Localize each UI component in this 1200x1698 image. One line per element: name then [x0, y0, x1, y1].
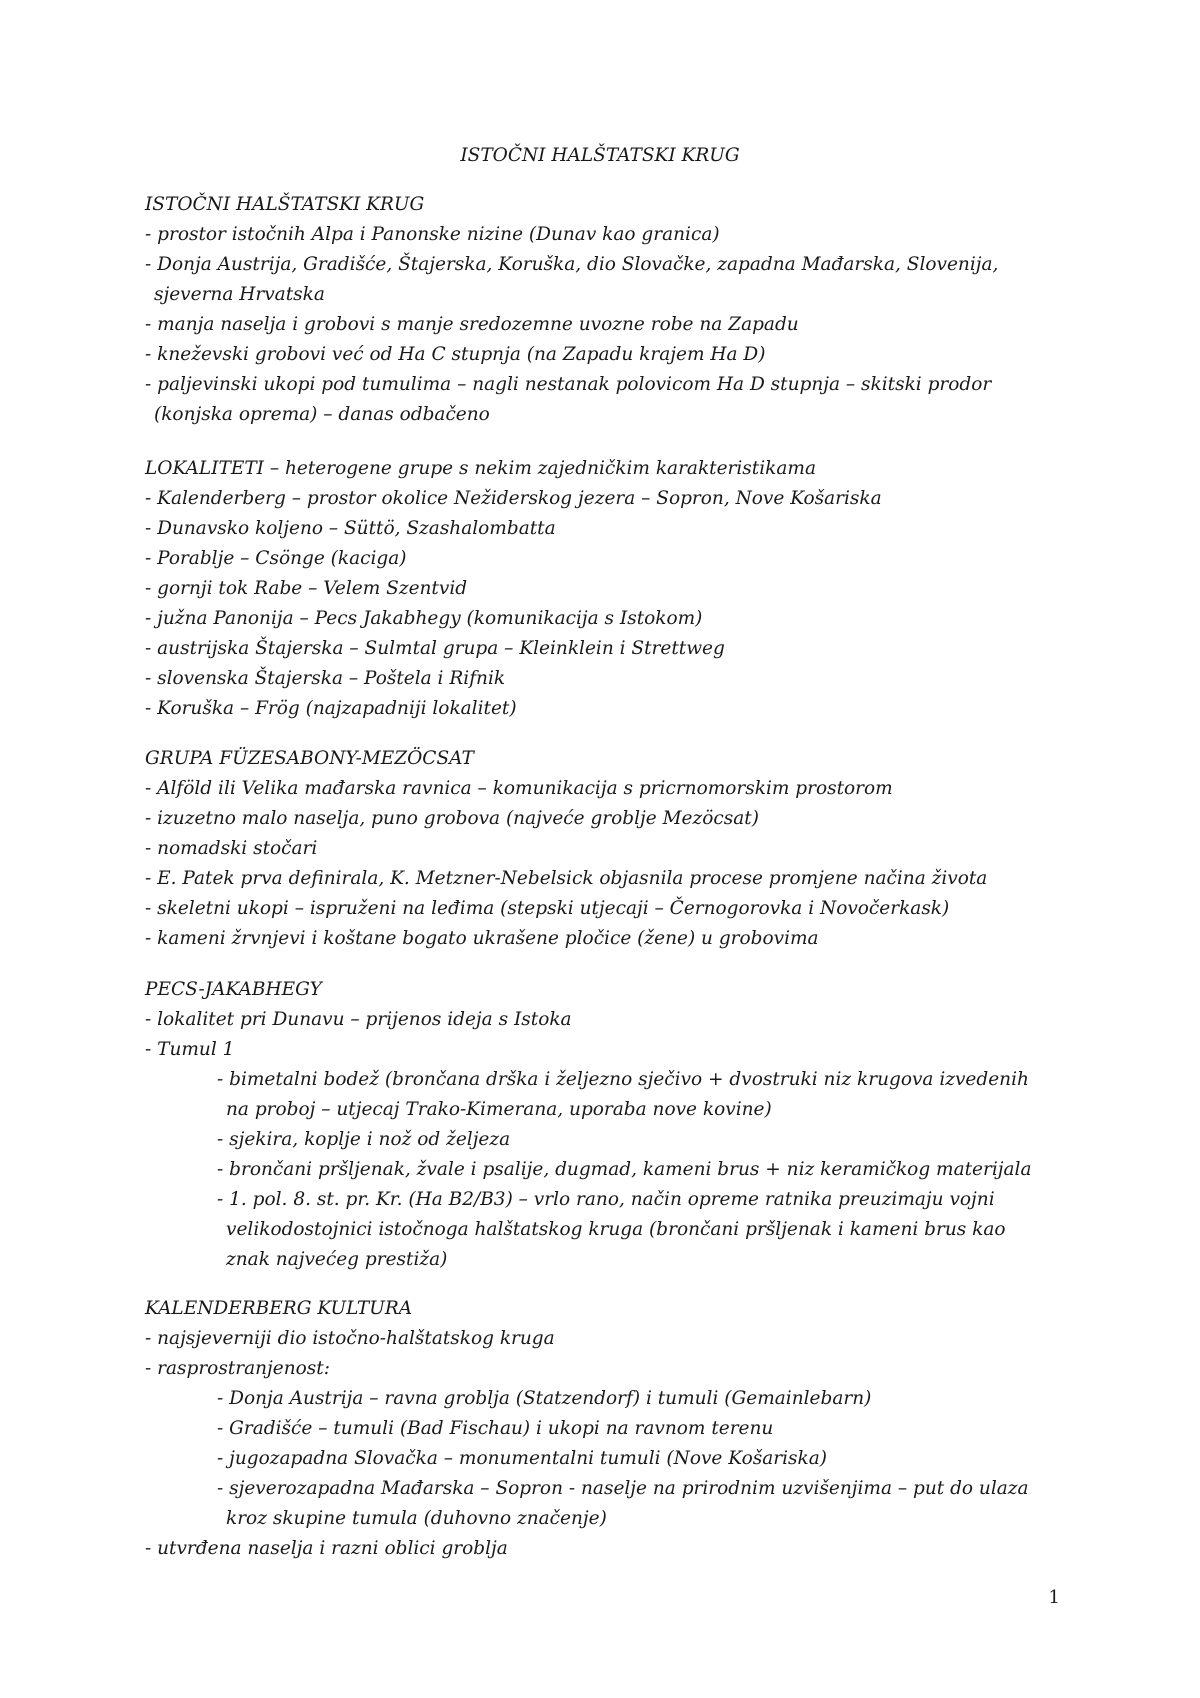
list-item-continuation: sjeverna Hrvatska	[154, 284, 325, 305]
list-item: - lokalitet pri Dunavu – prijenos ideja s Istoka	[145, 1009, 572, 1030]
list-item: - kameni žrvnjevi i koštane bogato ukrašene pločice (žene) u grobovima	[145, 928, 819, 949]
list-item: - rasprostranjenost:	[145, 1358, 330, 1379]
list-item: - nomadski stočari	[145, 838, 318, 859]
sub-list-item-continuation: kroz skupine tumula (duhovno značenje)	[226, 1508, 607, 1529]
list-item: - južna Panonija – Pecs Jakabhegy (komunikacija s Istokom)	[145, 608, 703, 629]
list-item: - prostor istočnih Alpa i Panonske nizine (Dunav kao granica)	[145, 224, 720, 245]
section-grupa-fuzesabony-mezocsat	[145, 744, 1145, 954]
sub-list-item-continuation: velikodostojnici istočnoga halštatskog kruga (brončani pršljenak i kameni brus kao	[226, 1219, 1006, 1240]
list-item: - Porablje – Csönge (kaciga)	[145, 548, 407, 569]
list-item: - austrijska Štajerska – Sulmtal grupa – Kleinklein i Strettweg	[145, 638, 725, 659]
list-item-continuation: (konjska oprema) – danas odbačeno	[154, 404, 490, 425]
list-item: - gornji tok Rabe – Velem Szentvid	[145, 578, 468, 599]
list-item: - Tumul 1	[145, 1039, 235, 1060]
list-item: - najsjeverniji dio istočno-halštatskog kruga	[145, 1328, 555, 1349]
section-heading: LOKALITETI – heterogene grupe s nekim zajedničkim karakteristikama	[145, 458, 816, 479]
sub-list-item: - bimetalni bodež (brončana drška i željezno sječivo + dvostruki niz krugova izvedenih	[217, 1069, 1029, 1090]
sub-list-item: - Gradišće – tumuli (Bad Fischau) i ukopi na ravnom terenu	[217, 1418, 774, 1439]
section-heading: ISTOČNI HALŠTATSKI KRUG	[145, 194, 425, 215]
list-item: - utvrđena naselja i razni oblici groblja	[145, 1538, 508, 1559]
list-item: - E. Patek prva definirala, K. Metzner-Nebelsick objasnila procese promjene načina života	[145, 868, 988, 889]
list-item: - slovenska Štajerska – Poštela i Rifnik	[145, 668, 506, 689]
sub-list-item: - Donja Austrija – ravna groblja (Statzendorf) i tumuli (Gemainlebarn)	[217, 1388, 872, 1409]
sub-list-item: - 1. pol. 8. st. pr. Kr. (Ha B2/B3) – vrlo rano, način opreme ratnika preuzimaju vojni	[217, 1189, 995, 1210]
list-item: - Donja Austrija, Gradišće, Štajerska, Koruška, dio Slovačke, zapadna Mađarska, Slovenija,	[145, 254, 999, 275]
sub-list-item-continuation: na proboj – utjecaj Trako-Kimerana, uporaba nove kovine)	[226, 1099, 772, 1120]
list-item: - Kalenderberg – prostor okolice Nežiderskog jezera – Sopron, Nove Košariska	[145, 488, 882, 509]
list-item: - paljevinski ukopi pod tumulima – nagli nestanak polovicom Ha D stupnja – skitski prodor	[145, 374, 992, 395]
list-item: - Koruška – Frög (najzapadniji lokalitet)	[145, 698, 517, 719]
section-pecs-jakabhegy	[145, 975, 1145, 1275]
document-title: ISTOČNI HALŠTATSKI KRUG	[460, 145, 740, 166]
list-item: - Alföld ili Velika mađarska ravnica – komunikacija s pricrnomorskim prostorom	[145, 778, 893, 799]
sub-list-item-continuation: znak najvećeg prestiža)	[226, 1249, 448, 1270]
sub-list-item: - sjekira, koplje i nož od željeza	[217, 1129, 511, 1150]
sub-list-item: - jugozapadna Slovačka – monumentalni tumuli (Nove Košariska)	[217, 1448, 827, 1469]
list-item: - manja naselja i grobovi s manje sredozemne uvozne robe na Zapadu	[145, 314, 799, 335]
list-item: - Dunavsko koljeno – Süttö, Szashalombatta	[145, 518, 556, 539]
list-item: - skeletni ukopi – ispruženi na leđima (stepski utjecaji – Černogorovka i Novočerkask)	[145, 898, 950, 919]
section-kalenderberg-kultura	[145, 1294, 1145, 1564]
section-istocni-halstatski-krug	[145, 190, 1145, 430]
section-heading: KALENDERBERG KULTURA	[145, 1298, 413, 1319]
list-item: - kneževski grobovi već od Ha C stupnja (na Zapadu krajem Ha D)	[145, 344, 766, 365]
sub-list-item: - sjeverozapadna Mađarska – Sopron - naselje na prirodnim uzvišenjima – put do ulaza	[217, 1478, 1029, 1499]
page-number: 1	[1048, 1587, 1060, 1608]
section-heading: PECS-JAKABHEGY	[145, 979, 322, 1000]
list-item: - izuzetno malo naselja, puno grobova (najveće groblje Mezöcsat)	[145, 808, 759, 829]
section-heading: GRUPA FÜZESABONY-MEZÖCSAT	[145, 748, 474, 769]
sub-list-item: - brončani pršljenak, žvale i psalije, dugmad, kameni brus + niz keramičkog materijala	[217, 1159, 1032, 1180]
section-lokaliteti	[145, 454, 1145, 724]
